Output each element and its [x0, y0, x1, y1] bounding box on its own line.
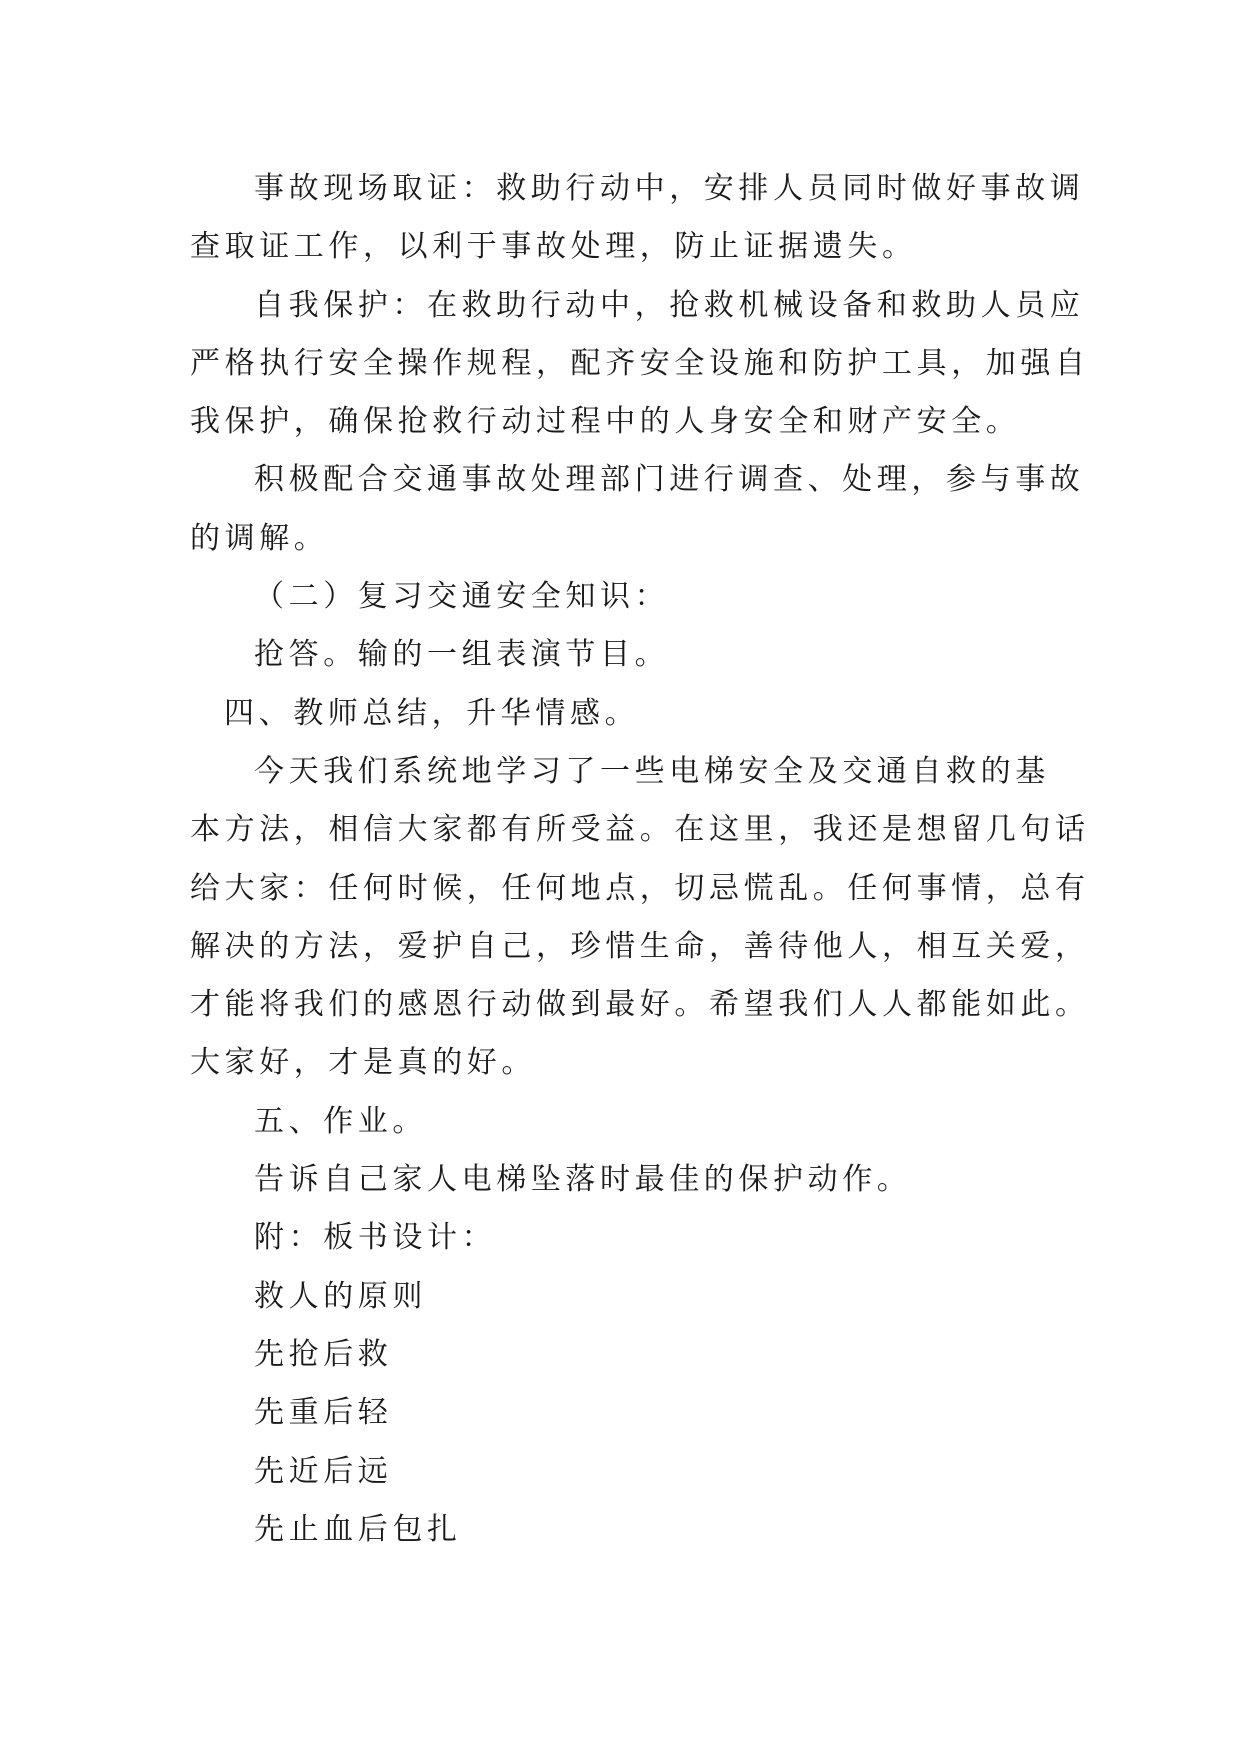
paragraph-line: 查取证工作，以利于事故处理，防止证据遗失。 [190, 229, 917, 265]
paragraph-line: 自我保护：在救助行动中，抢救机械设备和救助人员应 [254, 287, 1085, 323]
paragraph-line: 事故现场取证：救助行动中，安排人员同时做好事故调 [254, 171, 1085, 206]
board-item: 先止血后包扎 [254, 1511, 462, 1547]
section-heading: 五、作业。 [254, 1103, 427, 1139]
board-item: 先抢后救 [254, 1336, 393, 1372]
paragraph-line: 今天我们系统地学习了一些电梯安全及交通自救的基 [254, 753, 1050, 789]
paragraph-line: 本方法，相信大家都有所受益。在这里，我还是想留几句话 [190, 812, 1090, 848]
paragraph-line: 的调解。 [190, 520, 329, 556]
paragraph-line: 抢答。输的一组表演节目。 [254, 637, 670, 673]
paragraph-line: 严格执行安全操作规程，配齐安全设施和防护工具，加强自 [190, 345, 1090, 381]
section-heading: 四、教师总结，升华情感。 [224, 695, 640, 731]
document-body [190, 160, 1090, 1559]
paragraph-line: 告诉自己家人电梯坠落时最佳的保护动作。 [254, 1162, 912, 1198]
paragraph-line: 我保护，确保抢救行动过程中的人身安全和财产安全。 [190, 404, 1021, 440]
board-item: 救人的原则 [254, 1278, 427, 1314]
board-item: 先重后轻 [254, 1395, 393, 1431]
paragraph-line: 积极配合交通事故处理部门进行调查、处理，参与事故 [254, 462, 1085, 498]
paragraph-line: 给大家：任何时候，任何地点，切忌慌乱。任何事情，总有 [190, 870, 1090, 906]
paragraph-line: 解决的方法，爱护自己，珍惜生命，善待他人，相互关爱， [190, 928, 1090, 964]
board-item: 先近后远 [254, 1453, 393, 1489]
paragraph-line: 才能将我们的感恩行动做到最好。希望我们人人都能如此。 [190, 987, 1090, 1023]
section-heading: 附：板书设计： [254, 1220, 497, 1256]
section-heading: （二）复习交通安全知识： [254, 579, 670, 615]
paragraph-line: 大家好，才是真的好。 [190, 1045, 536, 1081]
